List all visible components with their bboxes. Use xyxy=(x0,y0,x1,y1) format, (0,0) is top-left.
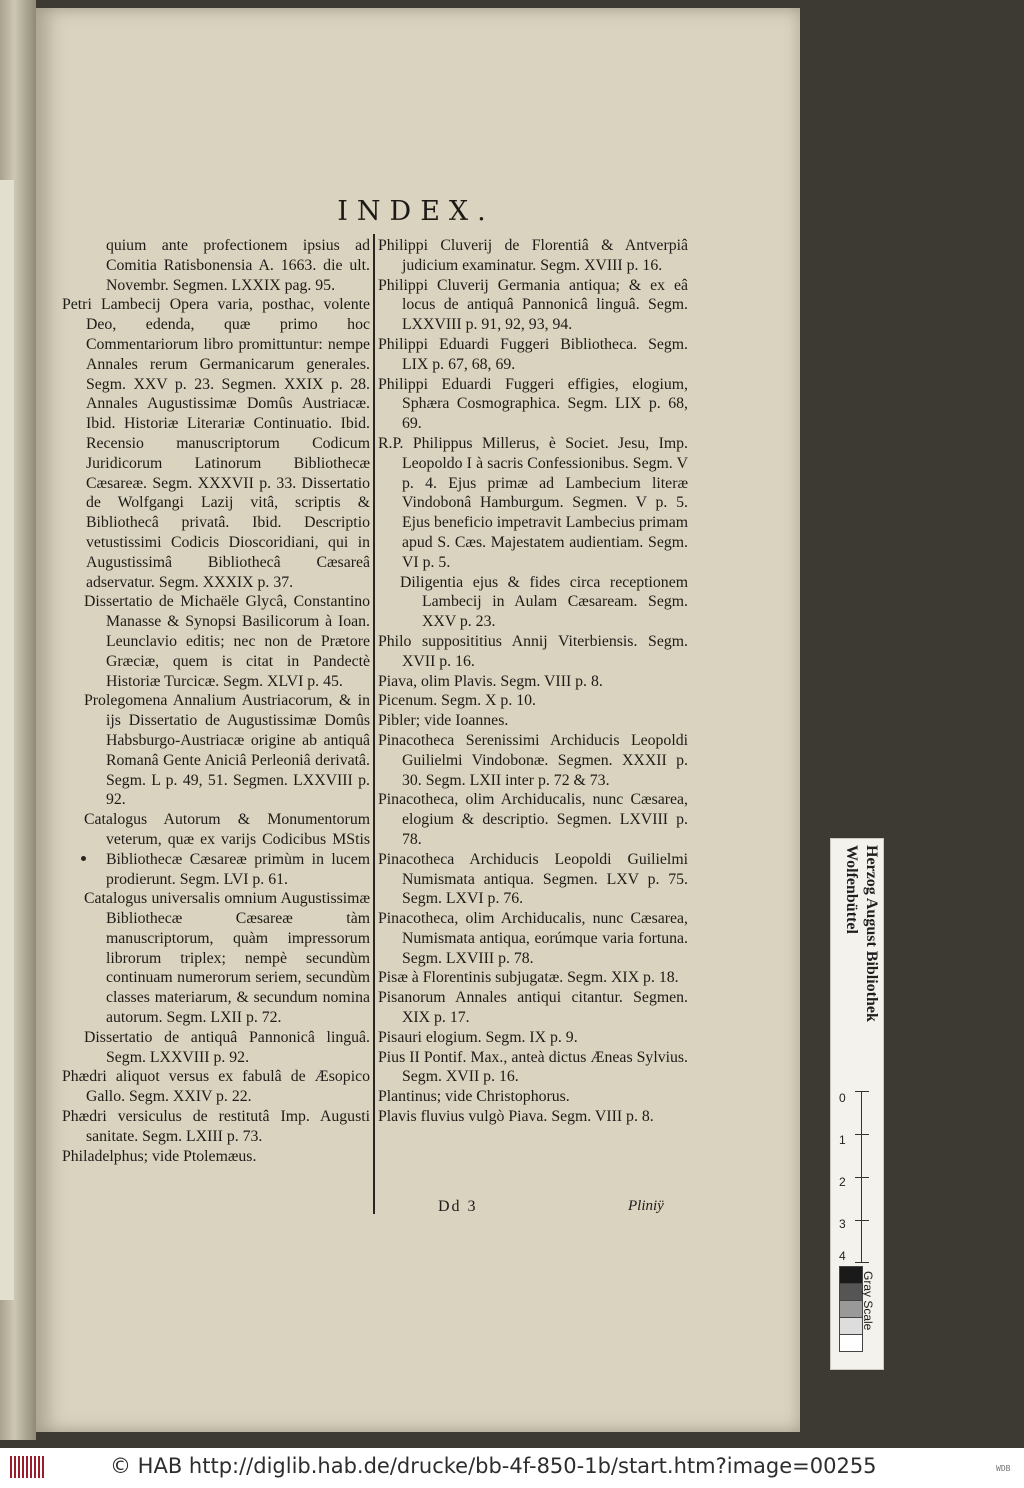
index-entry: Plantinus; vide Christophorus. xyxy=(378,1088,570,1106)
ruler-number: 4 xyxy=(839,1249,846,1263)
index-entry: quium ante profectionem ipsius ad Comitia Ratisbonensia A. 1663. die ult. Novembr. Segmen. LXXIX pag. 95. xyxy=(106,237,370,294)
barcode-icon xyxy=(10,1456,44,1478)
index-entry: Phædri aliquot versus ex fabulâ de Æsopico Gallo. Segm. XXIV p. 22. xyxy=(62,1068,370,1106)
library-label xyxy=(830,838,884,1370)
index-entry: Philippi Cluverij Germania antiqua; & ex eâ locus de antiquâ Pannonicâ linguâ. Segm. LXXVIII p. 91, 92, 93, 94. xyxy=(378,276,688,334)
index-entry: Diligentia ejus & fides circa receptionem Lambecij in Aulam Cæsaream. Segm. XXV p. 23. xyxy=(400,573,688,631)
index-entry: R.P. Philippus Millerus, è Societ. Jesu, Imp. Leopoldo I à sacris Confessionibus. Segm. V p. 4. Ejus primæ ad Lambecium literæ Vindobonâ Hamburgum. Segmen. V p. 5. Ejus beneficio impetravit Lambecius primam apud S. Cæs. Majestatem audientiam. Segm. VI p. 5. xyxy=(378,434,689,571)
catchword: Pliniÿ xyxy=(628,1198,664,1214)
index-entry: Dissertatio de antiquâ Pannonicâ linguâ. Segm. LXXVIII p. 92. xyxy=(84,1028,370,1066)
signature-mark: Dd 3 xyxy=(438,1198,478,1215)
index-entry: Pisanorum Annales antiqui citantur. Segmen. XIX p. 17. xyxy=(378,989,688,1027)
ruler-number: 0 xyxy=(839,1091,846,1105)
library-name-line1: Herzog August Bibliothek xyxy=(863,845,880,1022)
index-entry: Philadelphus; vide Ptolemæus. xyxy=(62,1147,257,1165)
index-entry: Pisæ à Florentinis subjugatæ. Segm. XIX p. 18. xyxy=(378,969,679,987)
index-entry: Pinacotheca Archiducis Leopoldi Guilielmi Numismata antiqua. Segmen. LXV p. 75. Segm. LXVI p. 76. xyxy=(378,850,688,908)
right-column xyxy=(378,236,688,1127)
index-entry: Prolegomena Annalium Austriacorum, & in ijs Dissertatio de Augustissimæ Domûs Habsburgo-Austriacæ origine ab antiquâ Romanâ Gente Aniciâ Perleoniâ derivatâ. Segm. L p. 49, 51. Segmen. LXXVIII p. 92. xyxy=(84,692,370,809)
index-entry: Piava, olim Plavis. Segm. VIII p. 8. xyxy=(378,672,603,690)
index-entry: Philippi Eduardi Fuggeri Bibliotheca. Segm. LIX p. 67, 68, 69. xyxy=(378,335,688,373)
index-entry: Pibler; vide Ioannes. xyxy=(378,712,509,730)
credit-link[interactable]: © HAB http://diglib.hab.de/drucke/bb-4f-850-1b/start.htm?image=00255 xyxy=(110,1454,877,1478)
ruler-number: 2 xyxy=(839,1175,846,1189)
page-header: INDEX. xyxy=(337,196,495,227)
index-entry: Pinacotheca, olim Archiducalis, nunc Cæsarea, Numismata antiqua, eorúmque varia fortuna. Segm. LXVIII p. 78. xyxy=(378,910,688,967)
ruler-number: 1 xyxy=(839,1133,846,1147)
index-entry: Pisauri elogium. Segm. IX p. 9. xyxy=(378,1028,578,1046)
left-page-stub xyxy=(0,180,14,1300)
index-entry: Philippi Cluverij de Florentiâ & Antverpiâ judicium examinatur. Segm. XVIII p. 16. xyxy=(378,237,688,274)
index-entry: Phædri versiculus de restitutâ Imp. Augusti sanitate. Segm. LXIII p. 73. xyxy=(62,1108,370,1145)
index-entry: Philo supposititius Annij Viterbiensis. Segm. XVII p. 16. xyxy=(378,632,688,670)
index-entry: Catalogus Autorum & Monumentorum veterum, quæ ex varijs Codicibus MStis Bibliothecæ Cæsareæ primùm in lucem prodierunt. Segm. LVI p. 61. xyxy=(84,811,370,888)
ruler-number: 3 xyxy=(839,1217,846,1231)
scale-ruler xyxy=(835,1091,879,1263)
index-entry: Picenum. Segm. X p. 10. xyxy=(378,692,536,710)
index-entry: Philippi Eduardi Fuggeri effigies, elogium, Sphæra Cosmographica. Segm. LIX p. 68, 69. xyxy=(378,375,688,433)
index-entry: Dissertatio de Michaële Glycâ, Constantino Manasse & Synopsi Basilicorum à Ioan. Leunclavio editis; nec non de Prætore Græciæ, quem is citat in Pandectè Historiæ Turcicæ. Segm. XLVI p. 45. xyxy=(84,593,370,690)
index-entry: Catalogus universalis omnium Augustissimæ Bibliothecæ Cæsareæ tàm manuscriptorum, quàm impressorum librorum triplex; nempè secundùm continuam numerorum seriem, secundùm classes materiarum, & secundum nomina autorum. Segm. LXII p. 72. xyxy=(84,890,370,1027)
index-entry: Petri Lambecij Opera varia, posthac, volente Deo, edenda, quæ primo hoc Commentariorum libro promittuntur: nempe Annales rerum Germanicarum generales. Segm. XXV p. 23. Segmen. XXIX p. 28. Annales Augustissimæ Domûs Austriacæ. Ibid. Historiæ Literariæ Continuatio. Ibid. Recensio manuscriptorum Codicum Juridicorum Latinorum Bibliothecæ Cæsareæ. Segm. XXXVII p. 33. Dissertatio de Wolfgangi Lazij vitâ, scriptis & Bibliothecâ privatâ. Ibid. Descriptio vetustissimi Codicis Dioscoridiani, qui in Augustissimâ Bibliothecâ Cæsareâ adservatur. Segm. XXXIX p. 37. xyxy=(62,296,370,591)
gray-scale-swatches xyxy=(839,1267,863,1359)
index-entry: Pius II Pontif. Max., anteà dictus Æneas Sylvius. Segm. XVII p. 16. xyxy=(378,1048,688,1086)
column-divider xyxy=(373,234,375,1214)
gray-scale-label: Gray Scale xyxy=(861,1271,875,1331)
footer-bar xyxy=(0,1448,1024,1488)
library-name-line2: Wolfenbüttel xyxy=(843,845,860,934)
index-entry: Plavis fluvius vulgò Piava. Segm. VIII p. 8. xyxy=(378,1108,654,1126)
index-entry: Pinacotheca, olim Archiducalis, nunc Cæsarea, elogium & descriptio. Segmen. LXVIII p. 78. xyxy=(378,791,688,848)
index-entry: Pinacotheca Serenissimi Archiducis Leopoldi Guilielmi Vindobonæ. Segmen. XXXII p. 30. Segm. LXII inter p. 72 & 73. xyxy=(378,731,688,789)
corner-mark: WDB xyxy=(996,1464,1011,1473)
left-column xyxy=(62,236,370,1166)
